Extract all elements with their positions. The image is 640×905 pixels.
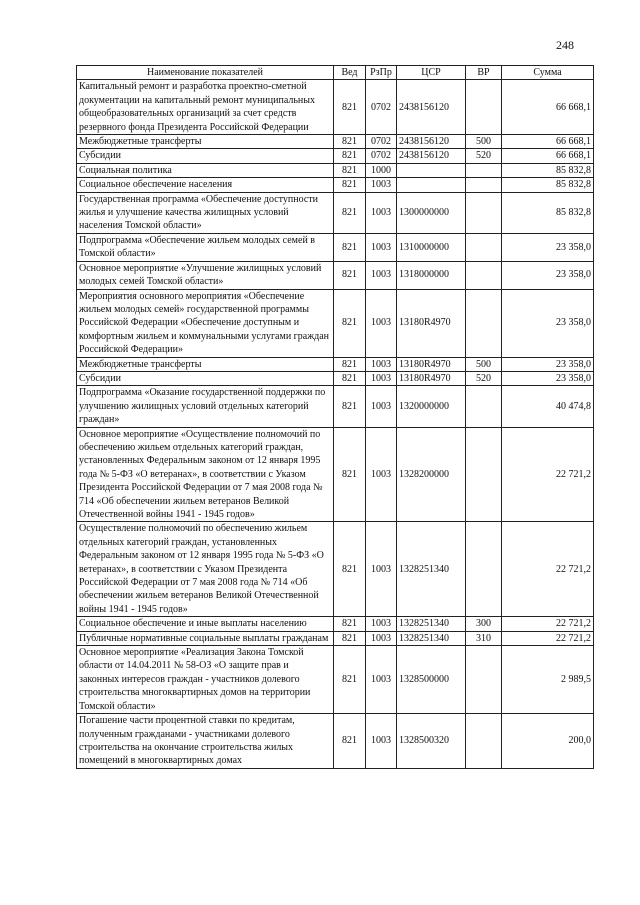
row-rzpr: 0702 — [366, 135, 397, 149]
table-row — [77, 427, 594, 522]
row-csr: 1310000000 — [397, 233, 466, 261]
row-name: Межбюджетные трансферты — [77, 135, 334, 149]
row-name: Социальное обеспечение населения — [77, 178, 334, 192]
row-sum: 23 358,0 — [502, 289, 594, 357]
row-rzpr: 1003 — [366, 617, 397, 631]
table-row — [77, 135, 594, 149]
table-row — [77, 714, 594, 769]
row-csr: 1328500320 — [397, 714, 466, 769]
row-sum: 23 358,0 — [502, 261, 594, 289]
row-name: Субсидии — [77, 371, 334, 385]
row-vr: 300 — [466, 617, 502, 631]
row-vr — [466, 386, 502, 427]
row-rzpr: 1003 — [366, 371, 397, 385]
row-sum: 22 721,2 — [502, 522, 594, 617]
row-ved: 821 — [334, 192, 366, 233]
budget-table — [76, 65, 594, 769]
row-csr — [397, 163, 466, 177]
row-vr: 520 — [466, 371, 502, 385]
row-name: Основное мероприятие «Реализация Закона Томской области от 14.04.2011 № 58-ОЗ «О защите прав и законных интересов граждан - участников долевого строительства многоквартирных домов на территории Томской области» — [77, 646, 334, 714]
row-ved: 821 — [334, 646, 366, 714]
header-ved: Вед — [334, 66, 366, 80]
table-row — [77, 80, 594, 135]
row-sum: 22 721,2 — [502, 617, 594, 631]
row-rzpr: 1003 — [366, 178, 397, 192]
row-csr: 1328251340 — [397, 522, 466, 617]
row-vr — [466, 427, 502, 522]
row-name: Погашение части процентной ставки по кредитам, полученным гражданами - участниками долевого строительства на окончание строительства жилых помещений в многоквартирных домах — [77, 714, 334, 769]
row-sum: 85 832,8 — [502, 163, 594, 177]
table-row — [77, 357, 594, 371]
table-row — [77, 192, 594, 233]
row-rzpr: 1003 — [366, 522, 397, 617]
row-ved: 821 — [334, 149, 366, 163]
row-ved: 821 — [334, 135, 366, 149]
row-sum: 85 832,8 — [502, 192, 594, 233]
row-sum: 23 358,0 — [502, 233, 594, 261]
row-vr — [466, 233, 502, 261]
table-header — [77, 66, 594, 80]
row-sum: 2 989,5 — [502, 646, 594, 714]
row-name: Социальная политика — [77, 163, 334, 177]
row-csr: 13180R4970 — [397, 371, 466, 385]
table-row — [77, 522, 594, 617]
row-ved: 821 — [334, 714, 366, 769]
row-vr: 500 — [466, 135, 502, 149]
page-number: 248 — [556, 38, 574, 52]
header-sum: Сумма — [502, 66, 594, 80]
row-ved: 821 — [334, 261, 366, 289]
row-csr: 1328500000 — [397, 646, 466, 714]
row-vr: 520 — [466, 149, 502, 163]
row-vr — [466, 163, 502, 177]
table-row — [77, 646, 594, 714]
row-name: Межбюджетные трансферты — [77, 357, 334, 371]
row-csr: 1328251340 — [397, 617, 466, 631]
row-rzpr: 1003 — [366, 192, 397, 233]
table-row — [77, 386, 594, 427]
row-sum: 66 668,1 — [502, 80, 594, 135]
row-ved: 821 — [334, 357, 366, 371]
row-rzpr: 1003 — [366, 714, 397, 769]
row-ved: 821 — [334, 233, 366, 261]
row-sum: 22 721,2 — [502, 631, 594, 645]
row-name: Подпрограмма «Оказание государственной поддержки по улучшению жилищных условий отдельных категорий граждан» — [77, 386, 334, 427]
row-name: Публичные нормативные социальные выплаты гражданам — [77, 631, 334, 645]
row-sum: 22 721,2 — [502, 427, 594, 522]
row-name: Государственная программа «Обеспечение доступности жилья и улучшение качества жилищных условий населения Томской области» — [77, 192, 334, 233]
row-csr — [397, 178, 466, 192]
row-name: Основное мероприятие «Улучшение жилищных условий молодых семей Томской области» — [77, 261, 334, 289]
table-row — [77, 371, 594, 385]
header-name: Наименование показателей — [77, 66, 334, 80]
row-ved: 821 — [334, 178, 366, 192]
table-row — [77, 149, 594, 163]
row-vr — [466, 178, 502, 192]
row-csr: 2438156120 — [397, 80, 466, 135]
row-name: Подпрограмма «Обеспечение жильем молодых семей в Томской области» — [77, 233, 334, 261]
table-row — [77, 233, 594, 261]
row-rzpr: 1003 — [366, 261, 397, 289]
table-row — [77, 617, 594, 631]
row-sum: 23 358,0 — [502, 357, 594, 371]
row-sum: 85 832,8 — [502, 178, 594, 192]
row-csr: 13180R4970 — [397, 357, 466, 371]
row-name: Мероприятия основного мероприятия «Обеспечение жильем молодых семей» государственной программы Российской Федерации «Обеспечение доступным и комфортным жильем и коммунальными услугами граждан Российской Федерации» — [77, 289, 334, 357]
row-ved: 821 — [334, 631, 366, 645]
table-row — [77, 163, 594, 177]
row-name: Социальное обеспечение и иные выплаты населению — [77, 617, 334, 631]
row-csr: 13180R4970 — [397, 289, 466, 357]
row-vr — [466, 714, 502, 769]
row-name: Осуществление полномочий по обеспечению жильем отдельных категорий граждан, установленных Федеральным законом от 12 января 1995 года № 5-ФЗ «О ветеранах», в соответствии с Указом Президента Российской Федерации от 7 мая 2008 года № 714 «Об обеспечении жильем ветеранов Великой Отечественной войны 1941 - 1945 годов» — [77, 522, 334, 617]
row-sum: 66 668,1 — [502, 149, 594, 163]
row-rzpr: 1003 — [366, 386, 397, 427]
row-ved: 821 — [334, 522, 366, 617]
table-body — [77, 80, 594, 768]
row-vr — [466, 80, 502, 135]
row-vr — [466, 522, 502, 617]
table-row — [77, 261, 594, 289]
row-rzpr: 1003 — [366, 631, 397, 645]
row-vr — [466, 289, 502, 357]
row-ved: 821 — [334, 617, 366, 631]
row-vr — [466, 192, 502, 233]
row-vr: 310 — [466, 631, 502, 645]
row-sum: 200,0 — [502, 714, 594, 769]
row-name: Капитальный ремонт и разработка проектно-сметной документации на капитальный ремонт муниципальных общеобразовательных организаций за счет средств резервного фонда Президента Российской Федерации — [77, 80, 334, 135]
header-rzpr: РзПр — [366, 66, 397, 80]
row-rzpr: 0702 — [366, 80, 397, 135]
table-row — [77, 631, 594, 645]
row-sum: 40 474,8 — [502, 386, 594, 427]
header-csr: ЦСР — [397, 66, 466, 80]
row-rzpr: 1003 — [366, 427, 397, 522]
table-row — [77, 289, 594, 357]
row-ved: 821 — [334, 80, 366, 135]
row-vr — [466, 646, 502, 714]
row-csr: 1320000000 — [397, 386, 466, 427]
row-ved: 821 — [334, 427, 366, 522]
row-csr: 1300000000 — [397, 192, 466, 233]
row-rzpr: 0702 — [366, 149, 397, 163]
table-row — [77, 178, 594, 192]
row-csr: 1328251340 — [397, 631, 466, 645]
row-vr: 500 — [466, 357, 502, 371]
row-name: Основное мероприятие «Осуществление полномочий по обеспечению жильем отдельных категорий граждан, установленных Федеральным законом от 12 января 1995 года № 5-ФЗ «О ветеранах», в соответствии с Указом Президента Российской Федерации от 7 мая 2008 года № 714 «Об обеспечении жильем ветеранов Великой Отечественной войны 1941 - 1945 годов» — [77, 427, 334, 522]
row-rzpr: 1003 — [366, 289, 397, 357]
row-sum: 23 358,0 — [502, 371, 594, 385]
row-sum: 66 668,1 — [502, 135, 594, 149]
row-csr: 1328200000 — [397, 427, 466, 522]
header-vr: ВР — [466, 66, 502, 80]
row-ved: 821 — [334, 163, 366, 177]
row-rzpr: 1003 — [366, 357, 397, 371]
row-rzpr: 1003 — [366, 646, 397, 714]
row-ved: 821 — [334, 386, 366, 427]
row-vr — [466, 261, 502, 289]
row-csr: 2438156120 — [397, 149, 466, 163]
row-ved: 821 — [334, 371, 366, 385]
row-csr: 1318000000 — [397, 261, 466, 289]
row-rzpr: 1000 — [366, 163, 397, 177]
row-rzpr: 1003 — [366, 233, 397, 261]
row-name: Субсидии — [77, 149, 334, 163]
row-csr: 2438156120 — [397, 135, 466, 149]
row-ved: 821 — [334, 289, 366, 357]
